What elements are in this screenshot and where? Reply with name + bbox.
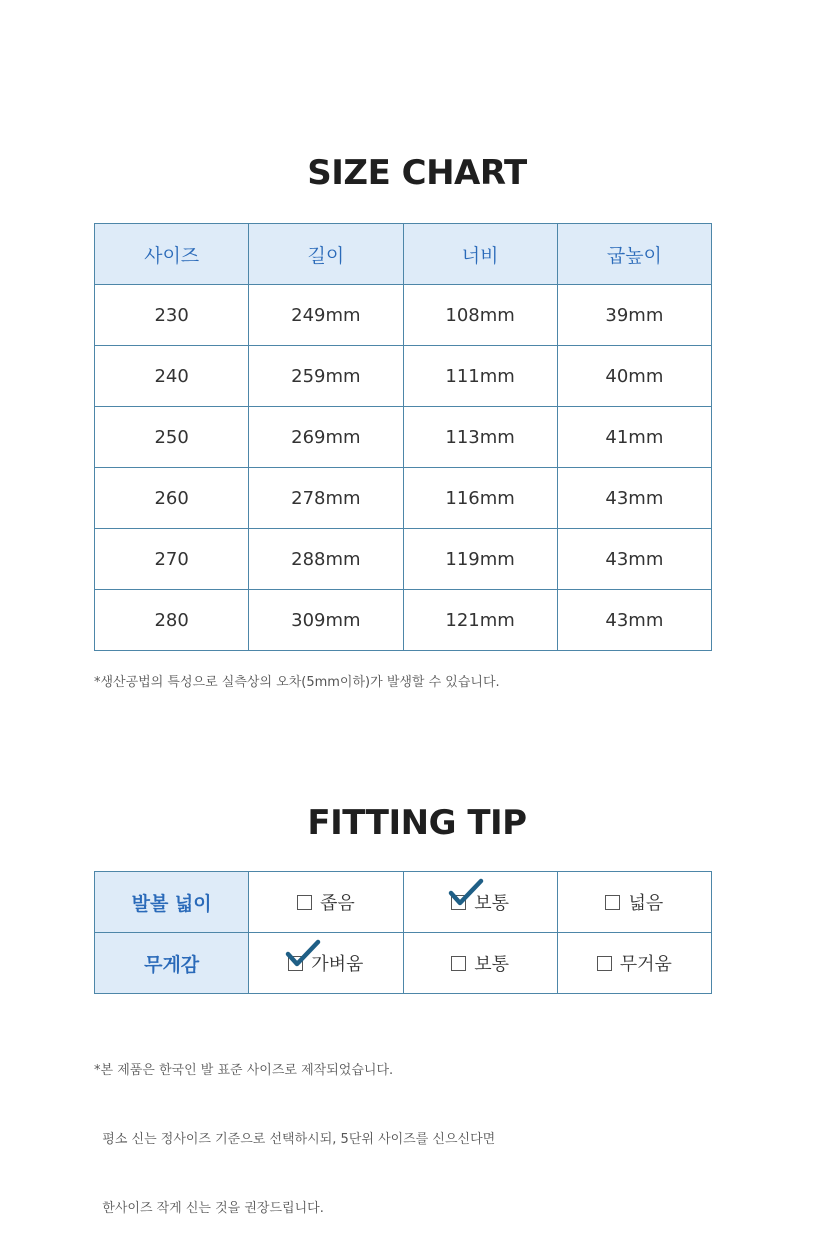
size-chart-header-row [95, 224, 712, 285]
length-cell: 288mm [249, 529, 403, 590]
table-row [95, 346, 712, 407]
fitting-option-label: 가벼움 [311, 954, 364, 975]
checkbox[interactable] [605, 895, 620, 910]
fitting-option-label: 보통 [474, 893, 510, 914]
heel-height-cell: 41mm [557, 407, 711, 468]
fitting-tip-note-line: 평소 신는 정사이즈 기준으로 선택하시되, 5단위 사이즈를 신으신다면 [94, 1132, 496, 1147]
column-header-heel-height: 굽높이 [557, 224, 711, 285]
fitting-row-label: 무게감 [95, 933, 249, 994]
length-cell: 309mm [249, 590, 403, 651]
length-cell: 278mm [249, 468, 403, 529]
table-row [95, 407, 712, 468]
checkbox[interactable] [297, 895, 312, 910]
heel-height-cell: 43mm [557, 590, 711, 651]
size-chart-title: SIZE CHART [307, 153, 527, 193]
table-row [95, 529, 712, 590]
fitting-tip-note [94, 1013, 495, 1243]
fitting-row-label: 발볼 넓이 [95, 872, 249, 933]
length-cell: 249mm [249, 285, 403, 346]
table-row [95, 468, 712, 529]
checkbox[interactable] [597, 956, 612, 971]
size-cell: 230 [95, 285, 249, 346]
size-cell: 240 [95, 346, 249, 407]
size-cell: 280 [95, 590, 249, 651]
width-cell: 119mm [403, 529, 557, 590]
fitting-tip-note-line: 한사이즈 작게 신는 것을 권장드립니다. [94, 1201, 324, 1216]
foot-width-row [95, 872, 712, 933]
fitting-tip-table [94, 871, 712, 994]
checkmark-icon [285, 939, 321, 969]
size-cell: 260 [95, 468, 249, 529]
column-header-width: 너비 [403, 224, 557, 285]
column-header-length: 길이 [249, 224, 403, 285]
fitting-tip-title: FITTING TIP [307, 803, 527, 843]
size-chart-note: *생산공법의 특성으로 실측상의 오차(5mm이하)가 발생할 수 있습니다. [94, 675, 500, 690]
fitting-option[interactable] [451, 889, 509, 915]
fitting-tip-note-line: *본 제품은 한국인 발 표준 사이즈로 제작되었습니다. [94, 1063, 394, 1078]
fitting-option[interactable] [605, 889, 663, 915]
fitting-option[interactable] [288, 950, 363, 976]
size-cell: 270 [95, 529, 249, 590]
fitting-option-label: 보통 [474, 954, 510, 975]
fitting-option[interactable] [597, 950, 672, 976]
column-header-size: 사이즈 [95, 224, 249, 285]
fitting-option-cell [403, 872, 557, 933]
table-row [95, 590, 712, 651]
width-cell: 108mm [403, 285, 557, 346]
width-cell: 111mm [403, 346, 557, 407]
heel-height-cell: 43mm [557, 468, 711, 529]
size-chart-table [94, 223, 712, 651]
fitting-option-cell [249, 933, 403, 994]
size-cell: 250 [95, 407, 249, 468]
fitting-option[interactable] [297, 889, 355, 915]
width-cell: 121mm [403, 590, 557, 651]
heel-height-cell: 39mm [557, 285, 711, 346]
fitting-option-cell [403, 933, 557, 994]
checkbox[interactable] [451, 895, 466, 910]
checkbox[interactable] [451, 956, 466, 971]
length-cell: 269mm [249, 407, 403, 468]
heel-height-cell: 43mm [557, 529, 711, 590]
fitting-option-cell [557, 872, 711, 933]
checkbox[interactable] [288, 956, 303, 971]
heel-height-cell: 40mm [557, 346, 711, 407]
fitting-option[interactable] [451, 950, 509, 976]
weight-row [95, 933, 712, 994]
fitting-option-label: 무거움 [619, 954, 672, 975]
width-cell: 116mm [403, 468, 557, 529]
table-row [95, 285, 712, 346]
checkmark-icon [448, 878, 484, 908]
width-cell: 113mm [403, 407, 557, 468]
fitting-option-cell [249, 872, 403, 933]
fitting-option-cell [557, 933, 711, 994]
fitting-option-label: 넓음 [628, 893, 664, 914]
fitting-option-label: 좁음 [319, 893, 355, 914]
length-cell: 259mm [249, 346, 403, 407]
